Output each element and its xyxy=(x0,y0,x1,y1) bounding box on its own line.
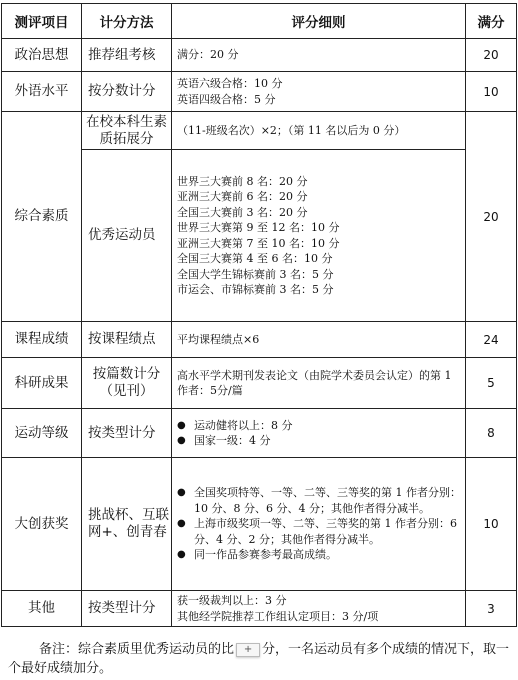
header-item: 测评项目 xyxy=(2,4,82,39)
detail-line: 全国三大赛第 4 至 6 名：10 分 xyxy=(177,252,333,265)
table-row xyxy=(2,322,517,358)
item-cell: 其他 xyxy=(2,591,82,627)
item-cell: 课程成绩 xyxy=(2,322,82,358)
detail-line: 其他经学院推荐工作组认定项目：3 分/项 xyxy=(177,609,379,623)
details-cell xyxy=(172,591,466,627)
item-cell: 运动等级 xyxy=(2,409,82,458)
details-cell xyxy=(172,458,466,591)
footnote xyxy=(8,640,514,678)
table-row xyxy=(2,591,517,627)
method-cell: 按类型计分 xyxy=(82,591,172,627)
table-row xyxy=(2,409,517,458)
detail-line: 获一级裁判以上：3 分 xyxy=(177,594,287,607)
detail-line: （11-班级名次）×2；（第 11 名以后为 0 分） xyxy=(177,123,406,137)
header-details: 评分细则 xyxy=(172,4,466,39)
method-cell: 按课程绩点 xyxy=(82,322,172,358)
header-row xyxy=(2,4,517,39)
list-item: ● 国家一级：4 分 xyxy=(177,433,461,449)
method-cell: 推荐组考核 xyxy=(82,39,172,72)
max-score-cell: 20 xyxy=(466,112,517,322)
detail-list xyxy=(177,418,461,449)
footnote-text-start: 备注：综合素质里优秀运动员的比 xyxy=(39,642,235,657)
detail-line: 市运会、市锦标赛前 3 名：5 分 xyxy=(177,283,334,296)
details-cell xyxy=(172,39,466,72)
max-score-cell: 8 xyxy=(466,409,517,458)
detail-line: 平均课程绩点×6 xyxy=(177,332,260,346)
table-row xyxy=(2,112,517,150)
header-max: 满分 xyxy=(466,4,517,39)
method-cell: 在校本科生素质拓展分 xyxy=(82,112,172,150)
score-table xyxy=(1,3,517,627)
item-cell: 科研成果 xyxy=(2,358,82,409)
detail-line: 英语六级合格：10 分 xyxy=(177,77,283,90)
list-item: ● 运动健将以上：8 分 xyxy=(177,418,461,434)
footnote-text-end: 分，一名运动员有多个成绩的情况下，取一个最好成绩加分。 xyxy=(8,642,510,676)
detail-list xyxy=(177,485,461,563)
details-cell xyxy=(172,358,466,409)
max-score-cell: 10 xyxy=(466,458,517,591)
item-cell: 综合素质 xyxy=(2,112,82,322)
details-cell xyxy=(172,409,466,458)
method-cell: 挑战杯、互联网+、创青春 xyxy=(82,458,172,591)
detail-line: 全国三大赛前 3 名：20 分 xyxy=(177,205,308,219)
method-cell: 按篇数计分（见刊） xyxy=(82,358,172,409)
detail-line: 亚洲三大赛第 7 至 10 名：10 分 xyxy=(177,236,340,250)
details-cell xyxy=(172,322,466,358)
header-method: 计分方法 xyxy=(82,4,172,39)
item-cell: 外语水平 xyxy=(2,72,82,112)
method-cell: 按类型计分 xyxy=(82,409,172,458)
detail-line: 英语四级合格：5 分 xyxy=(177,92,276,106)
method-cell: 优秀运动员 xyxy=(82,150,172,322)
details-cell xyxy=(172,150,466,322)
list-item: ● 全国奖项特等、一等、二等、三等奖的第 1 作者分别：10 分、8 分、6 分、4 分；其他作者得分减半。 xyxy=(177,485,461,516)
table-row xyxy=(2,39,517,72)
max-score-cell: 10 xyxy=(466,72,517,112)
list-item: ● 上海市级奖项一等、二等、三等奖的第 1 作者分别：6 分、4 分、2 分；其他作者得分减半。 xyxy=(177,516,461,547)
details-cell xyxy=(172,112,466,150)
item-cell: 大创获奖 xyxy=(2,458,82,591)
item-cell: 政治思想 xyxy=(2,39,82,72)
expand-icon[interactable]: + xyxy=(236,643,260,657)
max-score-cell: 5 xyxy=(466,358,517,409)
table-row xyxy=(2,358,517,409)
max-score-cell: 20 xyxy=(466,39,517,72)
details-cell xyxy=(172,72,466,112)
table-row xyxy=(2,72,517,112)
method-cell: 按分数计分 xyxy=(82,72,172,112)
detail-line: 世界三大赛前 8 名：20 分 xyxy=(177,174,308,188)
max-score-cell: 24 xyxy=(466,322,517,358)
detail-line: 满分：20 分 xyxy=(177,48,239,62)
list-item: ● 同一作品参赛参考最高成绩。 xyxy=(177,547,461,563)
detail-line: 世界三大赛第 9 至 12 名：10 分 xyxy=(177,221,340,234)
detail-line: 全国大学生锦标赛前 3 名：5 分 xyxy=(177,267,334,281)
detail-line: 亚洲三大赛前 6 名：20 分 xyxy=(177,190,308,203)
table-row xyxy=(2,458,517,591)
max-score-cell: 3 xyxy=(466,591,517,627)
detail-line: 高水平学术期刊发表论文（由院学术委员会认定）的第 1 作者：5分/篇 xyxy=(177,368,452,397)
